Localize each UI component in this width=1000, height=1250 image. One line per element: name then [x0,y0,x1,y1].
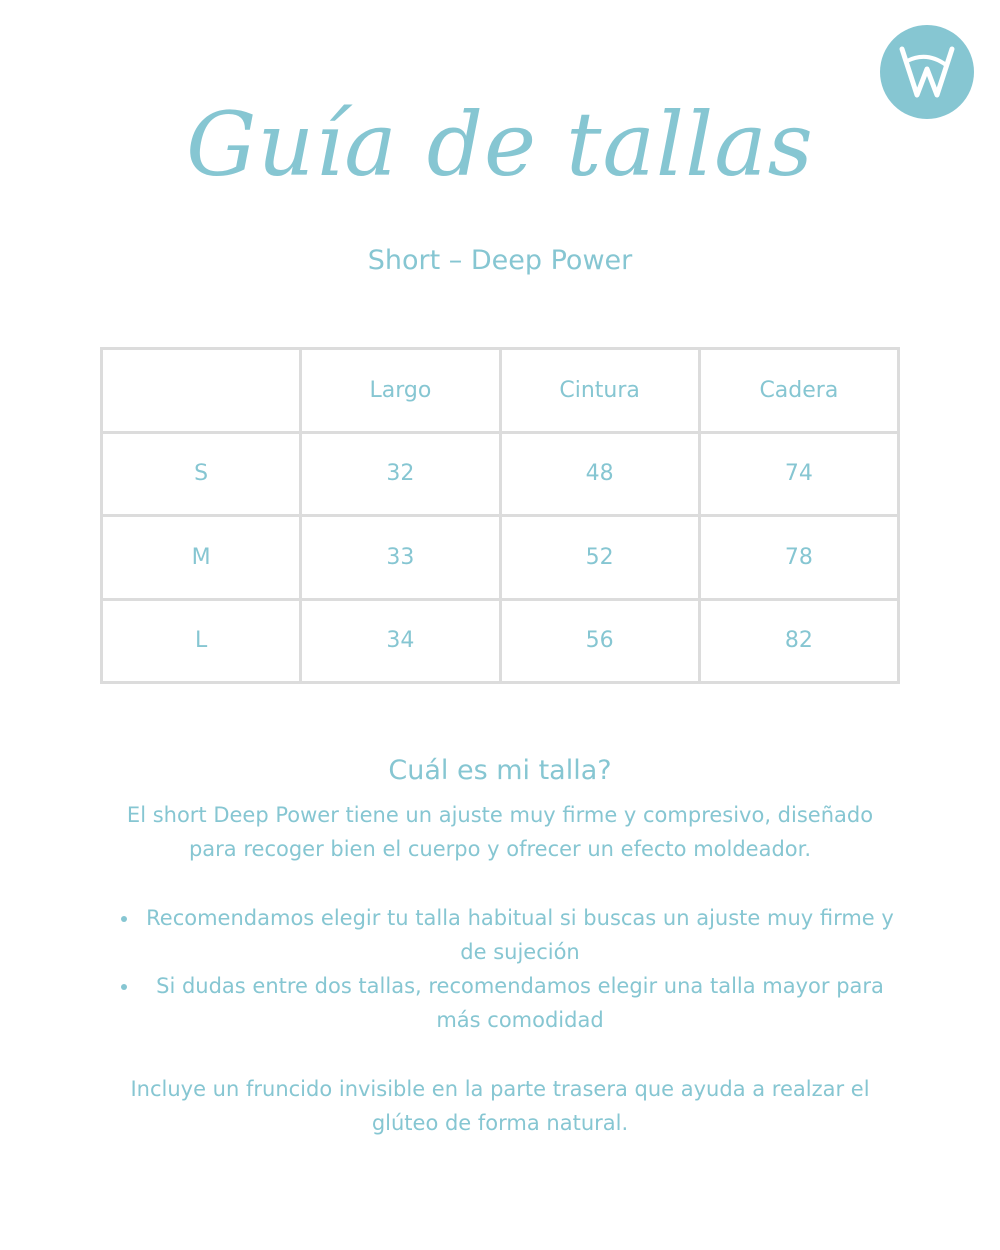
fit-guide-intro: El short Deep Power tiene un ajuste muy firme y compresivo, diseñado para recoger bien el cuerpo y ofrecer un efecto moldeador. [126,803,874,861]
size-label: S [102,432,301,516]
table-cell: 74 [699,432,898,516]
size-table [100,347,900,684]
column-header-largo: Largo [301,349,500,433]
fit-guide-heading: Cuál es mi talla? [388,755,612,786]
table-cell: 32 [301,432,500,516]
table-row [102,432,899,516]
table-cell: 34 [301,599,500,683]
fit-guide-outro: Incluye un fruncido invisible en la parte trasera que ayuda a realzar el glúteo de forma natural. [130,1077,870,1135]
list-item: • Si dudas entre dos tallas, recomendamos elegir una talla mayor para más comodidad [140,969,900,1037]
table-corner-cell [102,349,301,433]
table-header-row [102,349,899,433]
fit-tips-list [110,901,900,1037]
table-cell: 82 [699,599,898,683]
size-label: L [102,599,301,683]
table-cell: 48 [500,432,699,516]
list-item: • Recomendamos elegir tu talla habitual si buscas un ajuste muy firme y de sujeción [140,901,900,969]
page-title: Guía de tallas [186,93,814,196]
size-label: M [102,516,301,600]
table-row [102,599,899,683]
table-cell: 78 [699,516,898,600]
table-cell: 33 [301,516,500,600]
table-cell: 56 [500,599,699,683]
table-cell: 52 [500,516,699,600]
column-header-cintura: Cintura [500,349,699,433]
column-header-cadera: Cadera [699,349,898,433]
table-row [102,516,899,600]
product-subtitle: Short – Deep Power [367,245,633,276]
